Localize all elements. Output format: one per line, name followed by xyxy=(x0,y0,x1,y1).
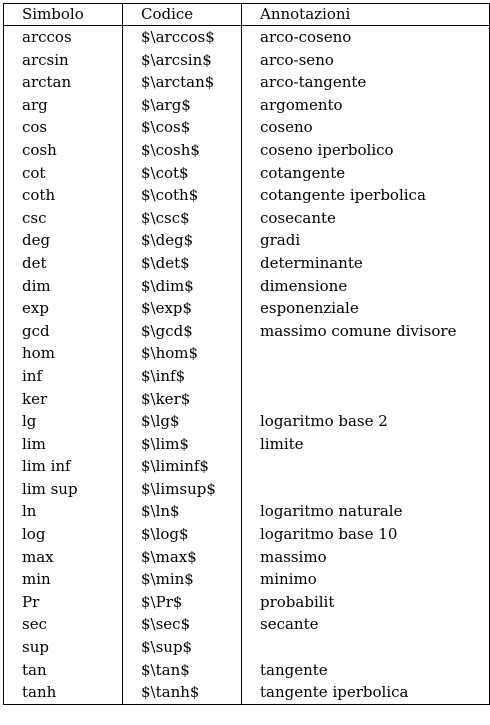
cell-codice: $\gcd$ xyxy=(123,320,242,343)
header-codice: Codice xyxy=(123,4,242,26)
cell-annotazioni: cotangente xyxy=(242,162,490,185)
cell-codice: $\coth$ xyxy=(123,184,242,207)
cell-simbolo: tan xyxy=(4,659,123,682)
table-row xyxy=(4,613,490,636)
table-row xyxy=(4,591,490,614)
cell-simbolo: sec xyxy=(4,613,123,636)
table-row xyxy=(4,184,490,207)
cell-annotazioni: cosecante xyxy=(242,207,490,230)
cell-codice: $\liminf$ xyxy=(123,455,242,478)
cell-codice: $\limsup$ xyxy=(123,478,242,501)
cell-simbolo: dim xyxy=(4,275,123,298)
cell-codice: $\max$ xyxy=(123,546,242,569)
cell-annotazioni: determinante xyxy=(242,252,490,275)
cell-annotazioni: massimo comune divisore xyxy=(242,320,490,343)
cell-codice: $\arcsin$ xyxy=(123,49,242,72)
table-row xyxy=(4,229,490,252)
cell-annotazioni: arco-tangente xyxy=(242,71,490,94)
cell-annotazioni xyxy=(242,342,490,365)
table-row xyxy=(4,162,490,185)
table-row xyxy=(4,478,490,501)
cell-codice: $\cos$ xyxy=(123,116,242,139)
cell-simbolo: cosh xyxy=(4,139,123,162)
cell-annotazioni xyxy=(242,365,490,388)
cell-codice: $\exp$ xyxy=(123,297,242,320)
table-body xyxy=(4,26,490,705)
cell-simbolo: min xyxy=(4,568,123,591)
cell-simbolo: sup xyxy=(4,636,123,659)
cell-codice: $\log$ xyxy=(123,523,242,546)
cell-annotazioni: gradi xyxy=(242,229,490,252)
cell-simbolo: lg xyxy=(4,410,123,433)
cell-simbolo: cos xyxy=(4,116,123,139)
cell-codice: $\cosh$ xyxy=(123,139,242,162)
cell-simbolo: lim xyxy=(4,433,123,456)
cell-annotazioni: coseno iperbolico xyxy=(242,139,490,162)
cell-codice: $\arg$ xyxy=(123,94,242,117)
cell-codice: $\dim$ xyxy=(123,275,242,298)
table-row xyxy=(4,410,490,433)
cell-annotazioni: limite xyxy=(242,433,490,456)
cell-simbolo: coth xyxy=(4,184,123,207)
table-row xyxy=(4,659,490,682)
cell-annotazioni: logaritmo base 10 xyxy=(242,523,490,546)
cell-codice: $\tanh$ xyxy=(123,681,242,704)
table-row xyxy=(4,26,490,49)
cell-codice: $\det$ xyxy=(123,252,242,275)
cell-codice: $\lim$ xyxy=(123,433,242,456)
table-header xyxy=(4,4,490,26)
cell-simbolo: arcsin xyxy=(4,49,123,72)
cell-simbolo: det xyxy=(4,252,123,275)
document-page xyxy=(3,3,489,705)
header-simbolo: Simbolo xyxy=(4,4,123,26)
cell-codice: $\deg$ xyxy=(123,229,242,252)
cell-simbolo: Pr xyxy=(4,591,123,614)
table-row xyxy=(4,568,490,591)
cell-annotazioni xyxy=(242,388,490,411)
table-row xyxy=(4,49,490,72)
table-row xyxy=(4,365,490,388)
cell-codice: $\ker$ xyxy=(123,388,242,411)
cell-simbolo: log xyxy=(4,523,123,546)
cell-annotazioni: arco-seno xyxy=(242,49,490,72)
cell-annotazioni: dimensione xyxy=(242,275,490,298)
cell-codice: $\arccos$ xyxy=(123,26,242,49)
cell-codice: $\Pr$ xyxy=(123,591,242,614)
cell-codice: $\min$ xyxy=(123,568,242,591)
cell-simbolo: ker xyxy=(4,388,123,411)
cell-simbolo: gcd xyxy=(4,320,123,343)
cell-codice: $\cot$ xyxy=(123,162,242,185)
table-row xyxy=(4,207,490,230)
table-row xyxy=(4,433,490,456)
table-row xyxy=(4,94,490,117)
cell-simbolo: arccos xyxy=(4,26,123,49)
cell-simbolo: csc xyxy=(4,207,123,230)
cell-codice: $\lg$ xyxy=(123,410,242,433)
table-row xyxy=(4,455,490,478)
cell-simbolo: lim inf xyxy=(4,455,123,478)
cell-simbolo: tanh xyxy=(4,681,123,704)
table-row xyxy=(4,546,490,569)
table-row xyxy=(4,523,490,546)
cell-simbolo: lim sup xyxy=(4,478,123,501)
cell-codice: $\ln$ xyxy=(123,500,242,523)
header-annotazioni: Annotazioni xyxy=(242,4,490,26)
cell-simbolo: ln xyxy=(4,500,123,523)
cell-annotazioni xyxy=(242,636,490,659)
table-row xyxy=(4,342,490,365)
table-row xyxy=(4,320,490,343)
cell-simbolo: hom xyxy=(4,342,123,365)
cell-codice: $\tan$ xyxy=(123,659,242,682)
cell-simbolo: arg xyxy=(4,94,123,117)
table-row xyxy=(4,681,490,704)
cell-annotazioni: coseno xyxy=(242,116,490,139)
table-row xyxy=(4,71,490,94)
cell-codice: $\csc$ xyxy=(123,207,242,230)
cell-annotazioni: logaritmo base 2 xyxy=(242,410,490,433)
cell-annotazioni: tangente iperbolica xyxy=(242,681,490,704)
cell-annotazioni: minimo xyxy=(242,568,490,591)
cell-codice: $\inf$ xyxy=(123,365,242,388)
table-row xyxy=(4,139,490,162)
cell-simbolo: arctan xyxy=(4,71,123,94)
table-row xyxy=(4,500,490,523)
cell-annotazioni: tangente xyxy=(242,659,490,682)
cell-annotazioni: argomento xyxy=(242,94,490,117)
cell-annotazioni xyxy=(242,455,490,478)
cell-annotazioni: secante xyxy=(242,613,490,636)
table-row xyxy=(4,116,490,139)
table-row xyxy=(4,252,490,275)
table-row xyxy=(4,388,490,411)
cell-codice: $\sup$ xyxy=(123,636,242,659)
cell-simbolo: cot xyxy=(4,162,123,185)
header-row xyxy=(4,4,490,26)
cell-simbolo: deg xyxy=(4,229,123,252)
cell-codice: $\hom$ xyxy=(123,342,242,365)
table-row xyxy=(4,636,490,659)
cell-simbolo: inf xyxy=(4,365,123,388)
cell-codice: $\sec$ xyxy=(123,613,242,636)
cell-annotazioni: massimo xyxy=(242,546,490,569)
cell-simbolo: max xyxy=(4,546,123,569)
cell-simbolo: exp xyxy=(4,297,123,320)
cell-annotazioni: arco-coseno xyxy=(242,26,490,49)
table-row xyxy=(4,275,490,298)
table-row xyxy=(4,297,490,320)
cell-annotazioni: esponenziale xyxy=(242,297,490,320)
cell-codice: $\arctan$ xyxy=(123,71,242,94)
cell-annotazioni: logaritmo naturale xyxy=(242,500,490,523)
cell-annotazioni xyxy=(242,478,490,501)
cell-annotazioni: probabilit xyxy=(242,591,490,614)
cell-annotazioni: cotangente iperbolica xyxy=(242,184,490,207)
math-operators-table xyxy=(3,3,490,705)
